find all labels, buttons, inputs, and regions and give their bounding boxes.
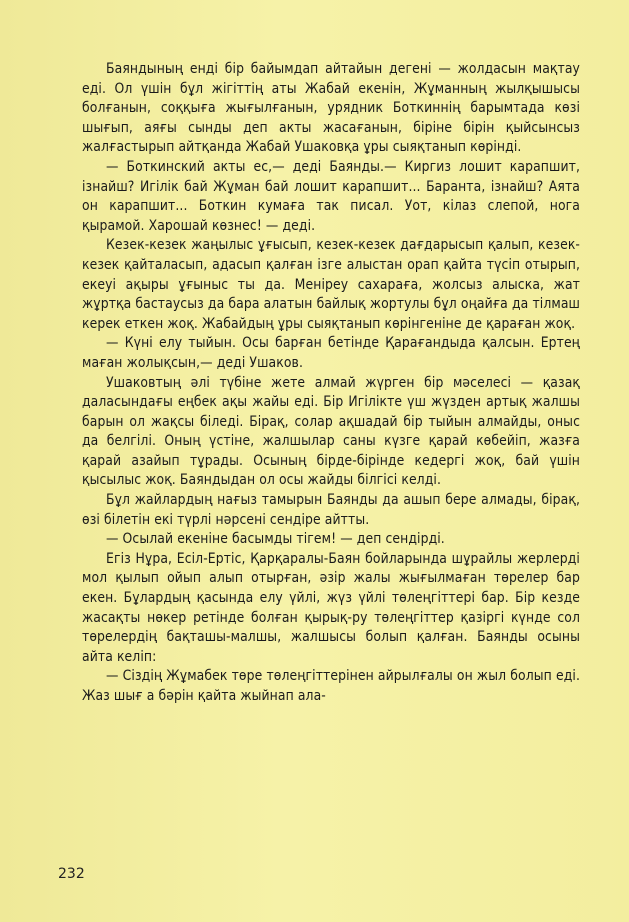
page-number: 232 [58, 866, 85, 882]
paragraph: Ушаковтың әлі түбіне жете алмай жүрген бір мәселесі — қазақ даласындағы еңбек ақы жайы еді. Бір Игілікте үш жүзден артық жалшы барын ол жақсы біледі. Бірақ, солар ақшадай бір тыйын алмайды, оныс да белгілі. Оның үстіне, жалшылар саны күзге қарай көбейіп, жазға қарай азайып тұрады. Осының бірде-бірінде кедергі жоқ, бай үшін қысылыс жоқ. Баяндыдан ол осы жайды білгісі келді. [82, 374, 580, 489]
paragraph: Кезек-кезек жаңылыс ұғысып, кезек-кезек дағдарысып қалып, кезек-кезек қайталасып, адасып қалған ізге алыстан орап қайта түсіп отырып, екеуі ақыры ұғыныс ты да. Меніреу сахараға, жолсыз алыска, жат жұртқа бастаусыз да бара алатын байлық жортулы бұл оңайға да тілмаш керек еткен жоқ. Жабайдың ұры сыяқтанып көрінгеніне де қараған жоқ. [82, 237, 580, 332]
paragraph: — Сіздің Жұмабек төре төлеңгіттерінен айрылғалы он жыл болып еді. Жаз шығ а бәрін қайта жыйнап ала- [82, 668, 580, 704]
body-text [82, 60, 580, 707]
paragraph: — Боткинский акты ес,— деді Баянды.— Киргиз лошит карапшит, ізнайш? Игілік бай Жұман бай лошит карапшит... Баранта, ізнайш? Аята он карапшит... Боткин кумаға так писал. Уот, кілаз слепой, нога қырамой. Харошай көзнес! — деді. [82, 158, 580, 234]
paragraph: Бұл жайлардың нағыз тамырын Баянды да ашып бере алмады, бірақ, өзі білетін екі түрлі нәрсені сендіре айтты. [82, 492, 580, 528]
paragraph: Баяндының енді бір байымдап айтайын дегені — жолдасын мақтау еді. Ол үшін бұл жігіттің аты Жабай екенін, Жұманның жылқышысы болғанын, соққыға жығылғанын, урядник Боткиннің барымтада көзі шығып, аяғы сынды деп акты жасағанын, біріне бірін қыйсынсыз жалғастырып айтқанда Жабай Ушаковқа ұры сыяқтанып көрінді. [82, 61, 580, 156]
paragraph: — Күні елу тыйын. Осы барған бетінде Қарағандыда қалсын. Ертең маған жолықсын,— деді Ушаков. [82, 335, 580, 371]
paragraph: Егіз Нұра, Есіл-Ертіс, Қарқаралы-Баян бойларында шұрайлы жерлерді мол қылып ойып алып отырған, әзір жалы жығылмаған төрелер бар екен. Бұлардың қасында елу үйлі, жүз үйлі төлеңгіттері бар. Бір кезде жасақты нөкер ретінде болған қырық-ру төлеңгіттер қазіргі күнде сол төрелердің бақташы-малшы, жалшысы болып қалған. Баянды осыны айта келіп: [82, 550, 580, 665]
paragraph: — Осылай екеніне басымды тігем! — деп сендірді. [106, 531, 445, 548]
